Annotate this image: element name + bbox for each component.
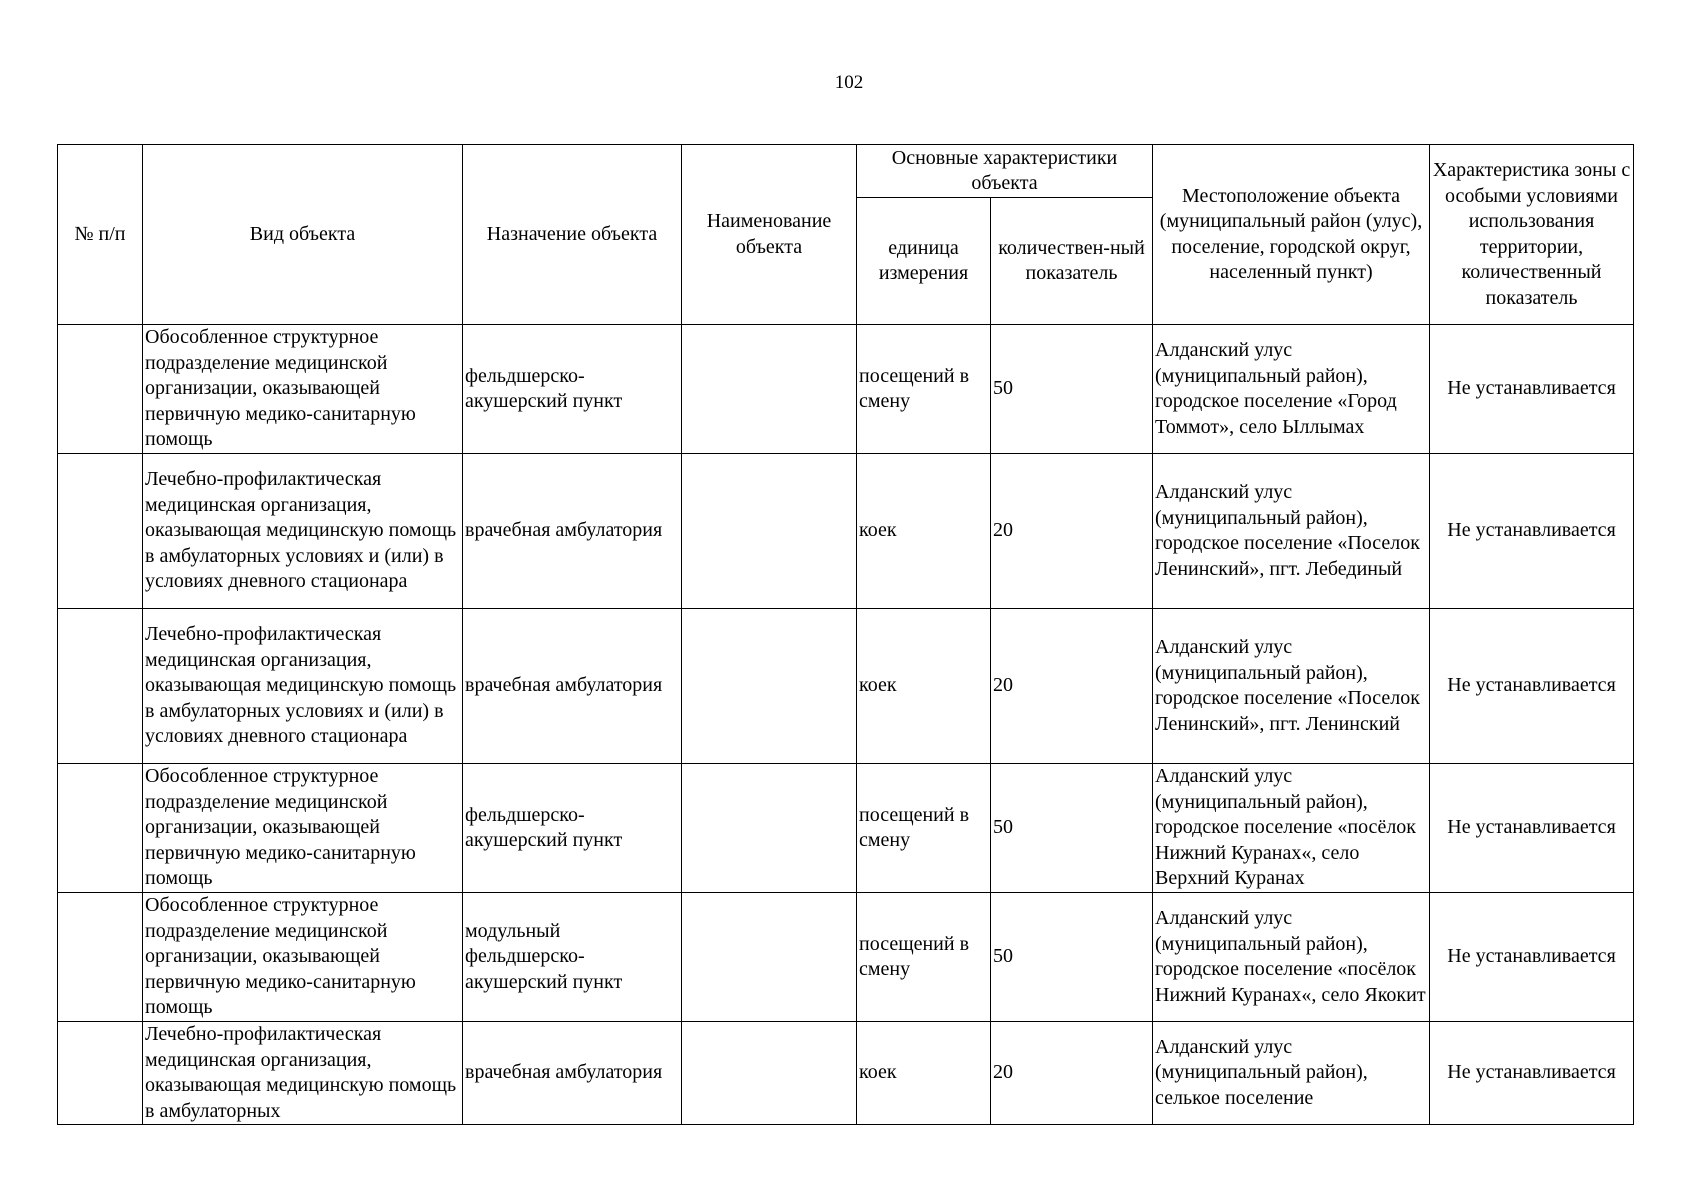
cell-location: Алданский улус (муниципальный район), селькое поселение: [1153, 1022, 1430, 1125]
cell-zone: Не устанавливается: [1430, 893, 1634, 1022]
cell-name: [682, 893, 857, 1022]
cell-purpose: врачебная амбулатория: [463, 609, 682, 764]
cell-unit: посещений в смену: [857, 325, 991, 454]
cell-location: Алданский улус (муниципальный район), городское поселение «посёлок Нижний Куранах«, село Якокит: [1153, 893, 1430, 1022]
cell-num: [58, 325, 143, 454]
cell-type: Лечебно-профилактическая медицинская организация, оказывающая медицинскую помощь в амбулаторных условиях и (или) в условиях дневного стационара: [143, 454, 463, 609]
cell-num: [58, 764, 143, 893]
table-row: [58, 764, 1634, 893]
cell-num: [58, 454, 143, 609]
cell-name: [682, 764, 857, 893]
header-type: Вид объекта: [143, 145, 463, 325]
header-num: № п/п: [58, 145, 143, 325]
cell-quantity: 20: [991, 1022, 1153, 1125]
cell-num: [58, 893, 143, 1022]
cell-zone: Не устанавливается: [1430, 454, 1634, 609]
cell-unit: посещений в смену: [857, 893, 991, 1022]
cell-location: Алданский улус (муниципальный район), городское поселение «посёлок Нижний Куранах«, село Верхний Куранах: [1153, 764, 1430, 893]
cell-purpose: фельдшерско-акушерский пункт: [463, 325, 682, 454]
cell-quantity: 50: [991, 764, 1153, 893]
cell-name: [682, 609, 857, 764]
cell-location: Алданский улус (муниципальный район), городское поселение «Поселок Ленинский», пгт. Ленинский: [1153, 609, 1430, 764]
cell-type: Лечебно-профилактическая медицинская организация, оказывающая медицинскую помощь в амбулаторных: [143, 1022, 463, 1125]
table-row: [58, 325, 1634, 454]
table-row: [58, 1022, 1634, 1125]
cell-zone: Не устанавливается: [1430, 1022, 1634, 1125]
cell-unit: коек: [857, 1022, 991, 1125]
cell-purpose: врачебная амбулатория: [463, 1022, 682, 1125]
cell-zone: Не устанавливается: [1430, 764, 1634, 893]
cell-location: Алданский улус (муниципальный район), городское поселение «Поселок Ленинский», пгт. Лебединый: [1153, 454, 1430, 609]
cell-quantity: 20: [991, 454, 1153, 609]
cell-name: [682, 1022, 857, 1125]
cell-zone: Не устанавливается: [1430, 325, 1634, 454]
cell-quantity: 20: [991, 609, 1153, 764]
header-unit: единица измерения: [857, 198, 991, 325]
page-number: 102: [834, 72, 864, 93]
objects-table: [57, 144, 1634, 1125]
header-location: Местоположение объекта (муниципальный район (улус), поселение, городской округ, населенный пункт): [1153, 145, 1430, 325]
header-row: [58, 145, 1634, 198]
cell-num: [58, 609, 143, 764]
table-row: [58, 454, 1634, 609]
cell-purpose: фельдшерско-акушерский пункт: [463, 764, 682, 893]
header-purpose: Назначение объекта: [463, 145, 682, 325]
cell-unit: посещений в смену: [857, 764, 991, 893]
cell-type: Обособленное структурное подразделение медицинской организации, оказывающей первичную медико-санитарную помощь: [143, 893, 463, 1022]
cell-purpose: модульный фельдшерско-акушерский пункт: [463, 893, 682, 1022]
table-row: [58, 893, 1634, 1022]
header-name: Наименование объекта: [682, 145, 857, 325]
cell-quantity: 50: [991, 893, 1153, 1022]
header-quantity: количествен-ный показатель: [991, 198, 1153, 325]
cell-name: [682, 325, 857, 454]
cell-quantity: 50: [991, 325, 1153, 454]
cell-unit: коек: [857, 454, 991, 609]
cell-type: Обособленное структурное подразделение медицинской организации, оказывающей первичную медико-санитарную помощь: [143, 764, 463, 893]
cell-purpose: врачебная амбулатория: [463, 454, 682, 609]
cell-type: Лечебно-профилактическая медицинская организация, оказывающая медицинскую помощь в амбулаторных условиях и (или) в условиях дневного стационара: [143, 609, 463, 764]
cell-unit: коек: [857, 609, 991, 764]
cell-location: Алданский улус (муниципальный район), городское поселение «Город Томмот», село Ыллымах: [1153, 325, 1430, 454]
cell-zone: Не устанавливается: [1430, 609, 1634, 764]
cell-type: Обособленное структурное подразделение медицинской организации, оказывающей первичную медико-санитарную помощь: [143, 325, 463, 454]
table-row: [58, 609, 1634, 764]
cell-name: [682, 454, 857, 609]
header-characteristics: Основные характеристики объекта: [857, 145, 1153, 198]
cell-num: [58, 1022, 143, 1125]
header-zone: Характеристика зоны с особыми условиями использования территории, количественный показатель: [1430, 145, 1634, 325]
